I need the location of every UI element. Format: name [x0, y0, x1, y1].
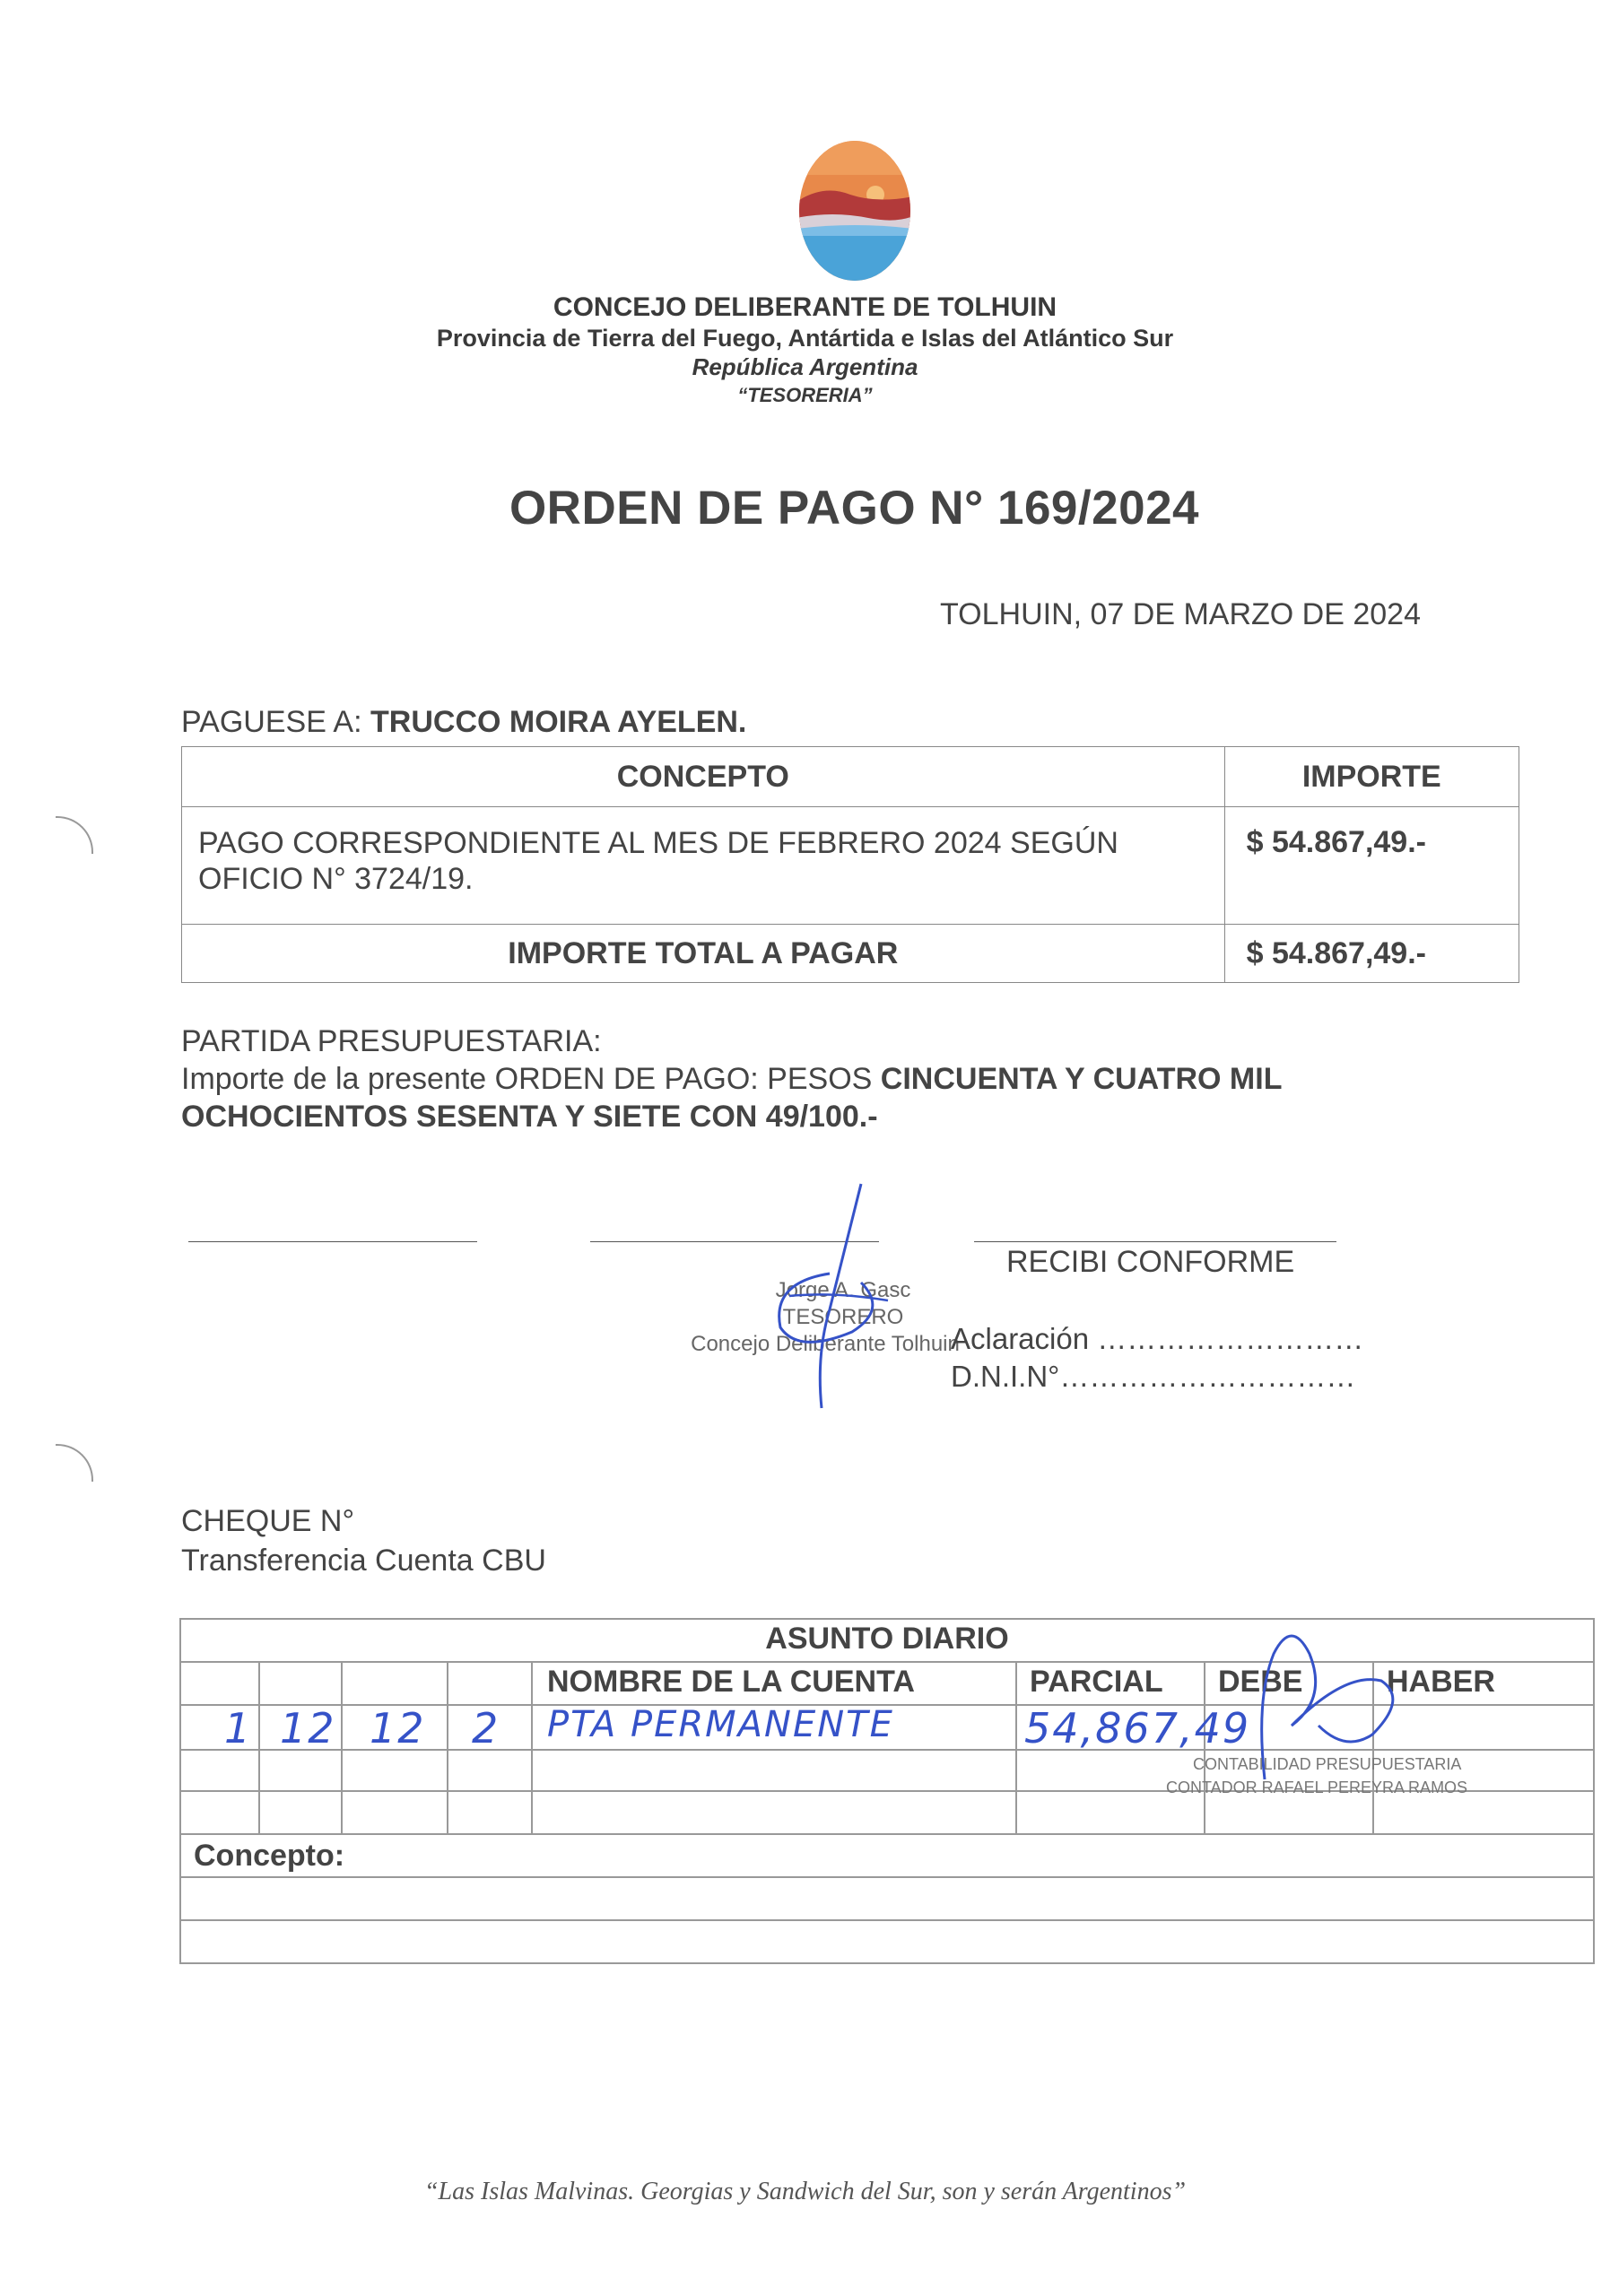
hand-account: PTA PERMANENTE: [547, 1704, 894, 1745]
place-date: TOLHUIN, 07 DE MARZO DE 2024: [940, 597, 1421, 631]
concept-header: CONCEPTO: [182, 747, 1225, 807]
council-logo: [796, 139, 913, 283]
amount-words-line2: [181, 1098, 1282, 1135]
payment-method: [181, 1501, 546, 1580]
org-name: CONCEJO DELIBERANTE DE TOLHUIN: [553, 292, 1057, 322]
document-title: ORDEN DE PAGO N° 169/2024: [509, 482, 1200, 535]
payee-name: TRUCCO MOIRA AYELEN.: [370, 705, 747, 739]
amount-words-line1: [181, 1060, 1282, 1098]
journal-col-credit: HABER: [1387, 1665, 1495, 1699]
journal-table: [179, 1618, 1595, 1964]
amount-words-prefix: Importe de la presente ORDEN DE PAGO: PESOS: [181, 1062, 873, 1096]
cheque-label: CHEQUE N°: [181, 1504, 355, 1538]
hand-code-2: 12: [280, 1704, 336, 1752]
signature-line-3: [974, 1241, 1336, 1242]
dni-field: D.N.I.N°…………………………: [951, 1360, 1356, 1393]
punch-mark-top: [56, 816, 93, 854]
hand-code-1: 1: [224, 1704, 253, 1752]
hand-code-4: 2: [472, 1704, 500, 1752]
amount-header: IMPORTE: [1224, 747, 1519, 807]
journal-col-debit: DEBE: [1218, 1665, 1303, 1699]
department-name: “TESORERIA”: [737, 384, 873, 406]
hand-code-3: 12: [370, 1704, 426, 1752]
journal-col-account: NOMBRE DE LA CUENTA: [547, 1665, 915, 1699]
journal-title: ASUNTO DIARIO: [765, 1622, 1009, 1656]
amount-words-part1: CINCUENTA Y CUATRO MIL: [880, 1062, 1283, 1096]
concept-cell: PAGO CORRESPONDIENTE AL MES DE FEBRERO 2024 SEGÚN OFICIO N° 3724/19.: [182, 807, 1225, 925]
budget-section: [181, 1022, 1282, 1135]
treasurer-stamp-title: TESORERO: [782, 1305, 904, 1329]
payee-line: [181, 705, 746, 740]
accountant-stamp-line2: CONTADOR RAFAEL PEREYRA RAMOS: [1166, 1779, 1468, 1796]
punch-mark-bottom: [56, 1444, 93, 1482]
journal-concept-label: Concepto:: [194, 1839, 345, 1873]
total-label: IMPORTE TOTAL A PAGAR: [182, 925, 1225, 983]
amount-cell: $ 54.867,49.-: [1224, 807, 1519, 925]
accountant-stamp: [1166, 1752, 1467, 1799]
transfer-label: Transferencia Cuenta CBU: [181, 1544, 546, 1578]
signature-line-1: [188, 1241, 477, 1242]
clarification-block: [951, 1320, 1363, 1396]
hand-partial: 54,867,49: [1024, 1704, 1251, 1752]
partida-label: PARTIDA PRESUPUESTARIA:: [181, 1024, 602, 1058]
clarification-field: Aclaración ………………………: [951, 1322, 1364, 1355]
amount-words-part2: OCHOCIENTOS SESENTA Y SIETE CON 49/100.-: [181, 1100, 878, 1134]
country-name: República Argentina: [692, 353, 918, 380]
treasurer-stamp-name: Jorge A. Gasc: [775, 1278, 911, 1302]
treasurer-signature: [682, 1175, 987, 1417]
footer-motto: “Las Islas Malvinas. Georgias y Sandwich del Sur, son y serán Argentinos”: [423, 2178, 1187, 2205]
journal-col-partial: PARCIAL: [1030, 1665, 1163, 1699]
province-name: Provincia de Tierra del Fuego, Antártida e Islas del Atlántico Sur: [436, 325, 1174, 352]
total-amount: $ 54.867,49.-: [1224, 925, 1519, 983]
payee-label: PAGUESE A:: [181, 705, 362, 739]
accountant-stamp-line1: CONTABILIDAD PRESUPUESTARIA: [1193, 1755, 1462, 1773]
payment-table: [181, 746, 1519, 983]
treasurer-stamp-org: Concejo Deliberante Tolhuin: [691, 1332, 960, 1356]
received-label: RECIBI CONFORME: [1006, 1245, 1295, 1279]
